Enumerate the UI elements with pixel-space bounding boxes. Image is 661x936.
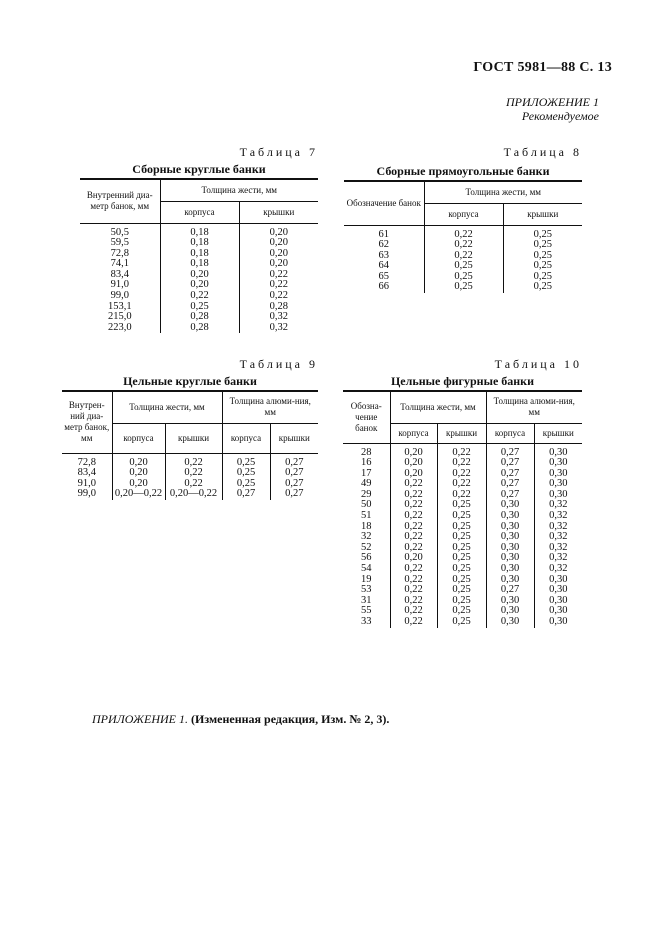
table-cell: 0,25 xyxy=(437,596,486,607)
table-cell: 0,28 xyxy=(160,312,239,323)
table-cell: 0,22 xyxy=(424,225,503,240)
table-cell: 56 xyxy=(343,553,390,564)
table-cell: 0,27 xyxy=(270,468,318,479)
table-cell: 0,30 xyxy=(486,500,534,511)
table-cell: 0,27 xyxy=(486,443,534,458)
table10-title: Цельные фигурные банки xyxy=(390,374,535,388)
table-cell: 50,5 xyxy=(80,223,160,238)
table-cell: 0,22 xyxy=(165,453,222,468)
table8 xyxy=(344,180,582,293)
table8-title: Сборные прямоугольные банки xyxy=(376,164,550,178)
table-cell: 51 xyxy=(343,511,390,522)
table-cell: 0,25 xyxy=(437,585,486,596)
table-cell: 0,25 xyxy=(437,532,486,543)
table-cell: 17 xyxy=(343,469,390,480)
table-cell: 0,18 xyxy=(160,259,239,270)
table-cell: 31 xyxy=(343,596,390,607)
table-cell: 0,30 xyxy=(534,585,582,596)
table-cell: 18 xyxy=(343,522,390,533)
table-row xyxy=(80,323,318,334)
table-cell: 0,25 xyxy=(503,272,582,283)
table-cell: 0,20—0,22 xyxy=(165,489,222,500)
table-cell: 53 xyxy=(343,585,390,596)
table-row xyxy=(343,617,582,628)
table-cell: 0,20 xyxy=(390,553,437,564)
table-cell: 0,30 xyxy=(534,458,582,469)
table-cell: 0,22 xyxy=(390,532,437,543)
table8-group: Толщина жести, мм xyxy=(424,181,582,203)
table-cell: 0,30 xyxy=(486,532,534,543)
table-cell: 0,25 xyxy=(222,453,270,468)
table-cell: 0,25 xyxy=(503,261,582,272)
table-cell: 29 xyxy=(343,490,390,501)
table-cell: 0,27 xyxy=(270,489,318,500)
table-cell: 0,22 xyxy=(390,500,437,511)
table-cell: 0,20 xyxy=(239,223,318,238)
table-cell: 0,30 xyxy=(534,479,582,490)
table-cell: 0,22 xyxy=(390,617,437,628)
table-cell: 0,25 xyxy=(424,282,503,293)
table-row xyxy=(344,225,582,240)
table-cell: 91,0 xyxy=(62,479,112,490)
table-cell: 64 xyxy=(344,261,424,272)
table-row xyxy=(80,223,318,238)
table-cell: 52 xyxy=(343,543,390,554)
table-cell: 0,25 xyxy=(437,522,486,533)
table-cell: 99,0 xyxy=(80,291,160,302)
table-cell: 62 xyxy=(344,240,424,251)
table-cell: 59,5 xyxy=(80,238,160,249)
table10-sub-2: корпуса xyxy=(486,423,534,443)
table-cell: 0,30 xyxy=(486,564,534,575)
table9-label: Таблица 9 xyxy=(239,357,318,371)
table-cell: 0,30 xyxy=(486,617,534,628)
table10-label: Таблица 10 xyxy=(494,357,582,371)
table-cell: 0,18 xyxy=(160,223,239,238)
table-cell: 0,22 xyxy=(390,596,437,607)
table-cell: 0,25 xyxy=(437,511,486,522)
appendix-heading xyxy=(506,95,599,123)
table9-body xyxy=(62,453,318,500)
table-cell: 0,27 xyxy=(486,490,534,501)
table-cell: 19 xyxy=(343,575,390,586)
table-cell: 0,27 xyxy=(222,489,270,500)
table9-sub-3: крышки xyxy=(270,423,318,453)
table-cell: 0,30 xyxy=(534,617,582,628)
table-cell: 0,32 xyxy=(534,564,582,575)
table-cell: 0,20 xyxy=(390,443,437,458)
table10-group-tin: Толщина жести, мм xyxy=(390,391,486,423)
table-cell: 0,25 xyxy=(503,251,582,262)
table-cell: 0,30 xyxy=(486,522,534,533)
appendix-name: ПРИЛОЖЕНИЕ 1 xyxy=(506,95,599,109)
table-cell: 0,22 xyxy=(390,543,437,554)
table-cell: 215,0 xyxy=(80,312,160,323)
table-cell: 91,0 xyxy=(80,280,160,291)
page-header: ГОСТ 5981—88 С. 13 xyxy=(473,60,612,75)
table-cell: 223,0 xyxy=(80,323,160,334)
table-cell: 0,28 xyxy=(160,323,239,334)
table-cell: 0,25 xyxy=(437,500,486,511)
table-cell: 72,8 xyxy=(80,249,160,260)
table-cell: 0,30 xyxy=(534,575,582,586)
footnote xyxy=(92,712,389,727)
table9-title: Цельные круглые банки xyxy=(123,374,257,388)
table-cell: 0,22 xyxy=(239,291,318,302)
table9-sub-1: крышки xyxy=(165,423,222,453)
table-cell: 49 xyxy=(343,479,390,490)
table-cell: 99,0 xyxy=(62,489,112,500)
table-cell: 0,22 xyxy=(390,479,437,490)
table-cell: 0,22 xyxy=(437,469,486,480)
table9-group-tin: Толщина жести, мм xyxy=(112,391,222,423)
table7-body xyxy=(80,223,318,333)
table-cell: 0,22 xyxy=(390,575,437,586)
table-cell: 0,25 xyxy=(437,543,486,554)
appendix-status: Рекомендуемое xyxy=(521,109,599,123)
table-row xyxy=(62,489,318,500)
table-cell: 28 xyxy=(343,443,390,458)
table-cell: 0,20 xyxy=(160,280,239,291)
table-cell: 0,22 xyxy=(239,270,318,281)
footnote-edit: (Измененная редакция, Изм. № 2, 3). xyxy=(190,712,390,726)
table-cell: 0,25 xyxy=(437,575,486,586)
table8-sub-1: крышки xyxy=(503,203,582,225)
table-cell: 0,30 xyxy=(486,596,534,607)
table-cell: 0,30 xyxy=(486,511,534,522)
table-cell: 0,22 xyxy=(437,490,486,501)
table-cell: 0,20 xyxy=(112,479,165,490)
table-cell: 0,20 xyxy=(239,249,318,260)
table-cell: 66 xyxy=(344,282,424,293)
table-cell: 0,25 xyxy=(437,617,486,628)
table-cell: 0,32 xyxy=(239,312,318,323)
table-cell: 16 xyxy=(343,458,390,469)
table10-body xyxy=(343,443,582,628)
table-cell: 0,22 xyxy=(390,490,437,501)
footnote-ref: ПРИЛОЖЕНИЕ 1. xyxy=(92,712,188,726)
table-cell: 0,20 xyxy=(112,453,165,468)
table-cell: 0,30 xyxy=(534,469,582,480)
table-cell: 0,30 xyxy=(534,606,582,617)
table-cell: 0,22 xyxy=(390,606,437,617)
table-cell: 0,22 xyxy=(239,280,318,291)
table-cell: 0,27 xyxy=(486,458,534,469)
table7-sub-1: крышки xyxy=(239,201,318,223)
table-cell: 0,32 xyxy=(534,522,582,533)
table9-col-first: Внутрен-ний диа-метр банок, мм xyxy=(62,391,112,453)
table-cell: 0,22 xyxy=(437,443,486,458)
table-cell: 0,20—0,22 xyxy=(112,489,165,500)
table-cell: 0,22 xyxy=(390,585,437,596)
table-cell: 0,22 xyxy=(390,511,437,522)
table-cell: 0,22 xyxy=(165,479,222,490)
table8-label: Таблица 8 xyxy=(503,145,582,159)
table-cell: 0,30 xyxy=(534,490,582,501)
table-cell: 0,25 xyxy=(424,261,503,272)
table-cell: 0,27 xyxy=(486,469,534,480)
table7-col-first: Внутренний диа-метр банок, мм xyxy=(80,179,160,223)
table-cell: 0,25 xyxy=(424,272,503,283)
table-cell: 0,25 xyxy=(437,606,486,617)
table-cell: 0,22 xyxy=(424,251,503,262)
table-cell: 0,25 xyxy=(503,240,582,251)
table-cell: 153,1 xyxy=(80,302,160,313)
table-cell: 0,22 xyxy=(165,468,222,479)
table10-sub-0: корпуса xyxy=(390,423,437,443)
table-row xyxy=(62,453,318,468)
table10-sub-1: крышки xyxy=(437,423,486,443)
table-cell: 0,25 xyxy=(160,302,239,313)
table-cell: 0,25 xyxy=(222,479,270,490)
table7 xyxy=(80,178,318,333)
table-cell: 83,4 xyxy=(80,270,160,281)
table-cell: 0,25 xyxy=(503,225,582,240)
table-cell: 0,18 xyxy=(160,249,239,260)
table7-label: Таблица 7 xyxy=(239,145,318,159)
table-cell: 83,4 xyxy=(62,468,112,479)
table10-group-aluminium: Толщина алюми-ния, мм xyxy=(486,391,582,423)
table-cell: 0,22 xyxy=(390,564,437,575)
table-cell: 0,32 xyxy=(534,543,582,554)
table-cell: 33 xyxy=(343,617,390,628)
table-cell: 0,20 xyxy=(112,468,165,479)
table-cell: 0,27 xyxy=(270,479,318,490)
table-cell: 0,20 xyxy=(239,259,318,270)
table-cell: 0,27 xyxy=(486,479,534,490)
table-cell: 0,32 xyxy=(534,511,582,522)
table9-sub-2: корпуса xyxy=(222,423,270,453)
table-cell: 0,30 xyxy=(486,553,534,564)
table-cell: 0,32 xyxy=(239,323,318,334)
table8-col-first: Обозначение банок xyxy=(344,181,424,225)
table-cell: 0,30 xyxy=(486,543,534,554)
table-cell: 0,22 xyxy=(160,291,239,302)
table9-sub-0: корпуса xyxy=(112,423,165,453)
table10-col-first: Обозна-чение банок xyxy=(343,391,390,443)
table-cell: 0,22 xyxy=(390,522,437,533)
table-cell: 0,28 xyxy=(239,302,318,313)
table-cell: 0,30 xyxy=(534,596,582,607)
table-cell: 61 xyxy=(344,225,424,240)
table7-sub-0: корпуса xyxy=(160,201,239,223)
table-cell: 0,30 xyxy=(534,443,582,458)
table-cell: 0,20 xyxy=(160,270,239,281)
table-cell: 74,1 xyxy=(80,259,160,270)
table-row xyxy=(344,282,582,293)
table-cell: 0,30 xyxy=(486,575,534,586)
table-cell: 72,8 xyxy=(62,453,112,468)
table-cell: 55 xyxy=(343,606,390,617)
table9 xyxy=(62,390,318,500)
table-cell: 65 xyxy=(344,272,424,283)
table-cell: 63 xyxy=(344,251,424,262)
table10 xyxy=(343,390,582,628)
table-cell: 54 xyxy=(343,564,390,575)
table-cell: 0,22 xyxy=(424,240,503,251)
table9-group-aluminium: Толщина алюми-ния, мм xyxy=(222,391,318,423)
table-cell: 0,18 xyxy=(160,238,239,249)
table-cell: 50 xyxy=(343,500,390,511)
table-cell: 0,22 xyxy=(437,458,486,469)
table7-group: Толщина жести, мм xyxy=(160,179,318,201)
table-cell: 0,20 xyxy=(239,238,318,249)
table10-sub-3: крышки xyxy=(534,423,582,443)
table-cell: 0,25 xyxy=(503,282,582,293)
table8-sub-0: корпуса xyxy=(424,203,503,225)
table-row xyxy=(343,443,582,458)
table8-body xyxy=(344,225,582,293)
table-cell: 0,30 xyxy=(486,606,534,617)
table7-title: Сборные круглые банки xyxy=(132,162,266,176)
table-cell: 0,25 xyxy=(437,553,486,564)
table-cell: 0,20 xyxy=(390,458,437,469)
table-cell: 0,32 xyxy=(534,553,582,564)
table-cell: 0,25 xyxy=(437,564,486,575)
table-cell: 0,32 xyxy=(534,500,582,511)
table-cell: 0,20 xyxy=(390,469,437,480)
table-cell: 0,25 xyxy=(222,468,270,479)
table-cell: 0,27 xyxy=(486,585,534,596)
table-cell: 0,27 xyxy=(270,453,318,468)
table-cell: 32 xyxy=(343,532,390,543)
table-cell: 0,32 xyxy=(534,532,582,543)
table-cell: 0,22 xyxy=(437,479,486,490)
